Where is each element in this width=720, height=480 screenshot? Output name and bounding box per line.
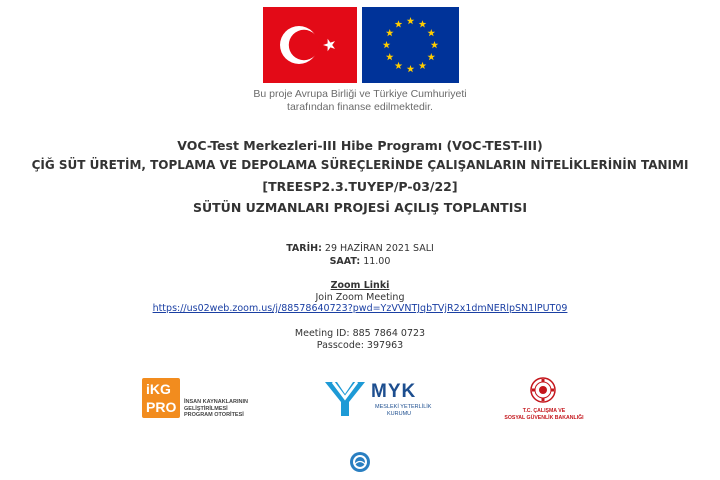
myk-emblem-icon	[323, 378, 367, 418]
meeting-time	[0, 256, 720, 267]
ikg-mark-line2: PRO	[146, 399, 177, 415]
ikg-pro-logo	[142, 378, 252, 420]
emblem-icon	[349, 451, 371, 473]
myk-sub-line1: MESLEKİ YETERLİLİK	[375, 404, 432, 410]
meeting-date	[0, 243, 720, 254]
csgb-text-line1: T.C. ÇALIŞMA VE	[522, 408, 566, 414]
turkey-flag-icon	[263, 7, 357, 83]
csgb-text-line2: SOSYAL GÜVENLİK BAKANLIĞI	[504, 414, 584, 421]
meeting-passcode: Passcode: 397963	[316, 340, 404, 351]
ikg-mark-line1: iKG	[146, 381, 171, 397]
program-title: VOC-Test Merkezleri-III Hibe Programı (VOC-TEST-III)	[177, 138, 543, 153]
ikg-text-line1: İNSAN KAYNAKLARININ	[184, 399, 248, 405]
time-label: SAAT:	[329, 256, 361, 267]
finance-note-line1: Bu proje Avrupa Birliği ve Türkiye Cumhuriyeti	[253, 88, 467, 100]
date-label: TARİH:	[286, 243, 322, 254]
eu-flag-icon	[362, 7, 459, 83]
join-zoom-text: Join Zoom Meeting	[315, 292, 405, 303]
csgb-logo	[494, 377, 594, 423]
myk-logo	[323, 378, 443, 420]
finance-note-line2: tarafından finanse edilmektedir.	[287, 101, 433, 113]
ministry-seal-icon	[530, 377, 556, 403]
meeting-title: SÜTÜN UZMANLARI PROJESİ AÇILIŞ TOPLANTISI	[192, 200, 528, 215]
project-subject-title: ÇİĞ SÜT ÜRETİM, TOPLAMA VE DEPOLAMA SÜREÇLERİNDE ÇALIŞANLARIN NİTELİKLERİNİN TANIMI	[31, 158, 689, 172]
time-value: 11.00	[360, 256, 391, 267]
myk-sub-line2: KURUMU	[387, 411, 412, 417]
meeting-id: Meeting ID: 885 7864 0723	[294, 328, 426, 339]
flags-banner	[263, 7, 459, 83]
project-reference-code: [TREESP2.3.TUYEP/P-03/22]	[262, 179, 458, 194]
ikg-pro-mark	[142, 378, 180, 418]
zoom-meeting-link[interactable]: https://us02web.zoom.us/j/88578640723?pwd=YzVVNTJqbTVjR2x1dmNERlpSN1lPUT09	[152, 303, 568, 314]
date-value: 29 HAZİRAN 2021 SALI	[321, 243, 434, 254]
myk-name: MYK	[371, 381, 417, 402]
ikg-text-line3: PROGRAM OTORİTESİ	[184, 412, 244, 418]
ikg-text-line2: GELİŞTİRİLMESİ	[184, 405, 228, 412]
zoom-link-heading: Zoom Linki	[330, 280, 390, 291]
